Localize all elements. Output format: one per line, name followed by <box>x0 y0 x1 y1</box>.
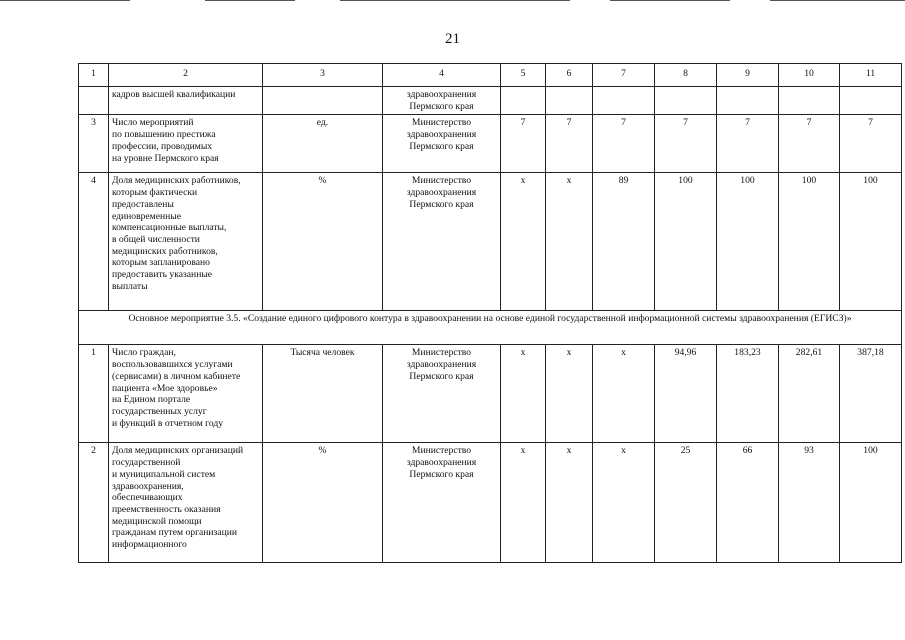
value-cell <box>501 87 546 115</box>
value-cell: 25 <box>655 443 717 563</box>
header-cell: 2 <box>109 64 263 87</box>
table-row <box>79 87 902 115</box>
responsible-cell: Министерство здравоохранения Пермского края <box>383 345 501 443</box>
header-cell: 4 <box>383 64 501 87</box>
value-cell <box>779 87 840 115</box>
value-cell: 7 <box>717 115 779 173</box>
value-cell: 89 <box>593 173 655 311</box>
value-cell: x <box>501 173 546 311</box>
table-header-row <box>79 64 902 87</box>
header-cell: 8 <box>655 64 717 87</box>
value-cell: 93 <box>779 443 840 563</box>
top-edge-line <box>0 0 130 1</box>
unit-cell: Тысяча человек <box>263 345 383 443</box>
value-cell: 7 <box>593 115 655 173</box>
value-cell: 387,18 <box>840 345 902 443</box>
value-cell: 66 <box>717 443 779 563</box>
value-cell: 100 <box>655 173 717 311</box>
indicator-name-cell: кадров высшей квалификации <box>109 87 263 115</box>
responsible-cell: здравоохранения Пермского края <box>383 87 501 115</box>
value-cell: x <box>546 443 593 563</box>
value-cell: 94,96 <box>655 345 717 443</box>
header-cell: 3 <box>263 64 383 87</box>
table-row <box>79 345 902 443</box>
value-cell <box>840 87 902 115</box>
value-cell: 7 <box>501 115 546 173</box>
header-cell: 9 <box>717 64 779 87</box>
value-cell: 7 <box>546 115 593 173</box>
indicator-name-cell: Число граждан, воспользовавшихся услугами (сервисами) в личном кабинете пациента «Мое здоровье» на Едином портале государственных услуг и функций в отчетном году <box>109 345 263 443</box>
value-cell: 100 <box>840 443 902 563</box>
responsible-cell: Министерство здравоохранения Пермского края <box>383 173 501 311</box>
value-cell: x <box>593 345 655 443</box>
header-cell: 11 <box>840 64 902 87</box>
responsible-cell: Министерство здравоохранения Пермского края <box>383 115 501 173</box>
value-cell: 7 <box>655 115 717 173</box>
table-row <box>79 443 902 563</box>
row-number-cell: 3 <box>79 115 109 173</box>
responsible-cell: Министерство здравоохранения Пермского края <box>383 443 501 563</box>
row-number-cell: 2 <box>79 443 109 563</box>
value-cell: 282,61 <box>779 345 840 443</box>
value-cell <box>546 87 593 115</box>
indicator-name-cell: Доля медицинских работников, которым фактически предоставлены единовременные компенсационные выплаты, в общей численности медицинских работников, которым запланировано предоставить указанные выплаты <box>109 173 263 311</box>
value-cell: x <box>546 345 593 443</box>
top-edge-line <box>205 0 295 1</box>
value-cell: 183,23 <box>717 345 779 443</box>
indicators-table <box>78 63 902 563</box>
value-cell: x <box>593 443 655 563</box>
top-edge-line <box>770 0 905 1</box>
table-row <box>79 173 902 311</box>
indicator-name-cell: Доля медицинских организаций государственной и муниципальной систем здравоохранения, обеспечивающих преемственность оказания медицинской помощи гражданам путем организации информационного <box>109 443 263 563</box>
header-cell: 7 <box>593 64 655 87</box>
unit-cell: ед. <box>263 115 383 173</box>
value-cell: x <box>501 345 546 443</box>
value-cell: 7 <box>779 115 840 173</box>
value-cell: 7 <box>840 115 902 173</box>
header-cell: 5 <box>501 64 546 87</box>
value-cell: 100 <box>717 173 779 311</box>
value-cell: x <box>546 173 593 311</box>
header-cell: 6 <box>546 64 593 87</box>
page-number: 21 <box>445 31 460 47</box>
row-number-cell: 1 <box>79 345 109 443</box>
value-cell: 100 <box>779 173 840 311</box>
header-cell: 1 <box>79 64 109 87</box>
top-edge-line <box>610 0 730 1</box>
row-number-cell: 4 <box>79 173 109 311</box>
table-row <box>79 115 902 173</box>
unit-cell: % <box>263 173 383 311</box>
unit-cell <box>263 87 383 115</box>
unit-cell: % <box>263 443 383 563</box>
row-number-cell <box>79 87 109 115</box>
value-cell <box>655 87 717 115</box>
value-cell: 100 <box>840 173 902 311</box>
value-cell: x <box>501 443 546 563</box>
header-cell: 10 <box>779 64 840 87</box>
section-row <box>79 311 902 345</box>
indicator-name-cell: Число мероприятий по повышению престижа профессии, проводимых на уровне Пермского края <box>109 115 263 173</box>
top-edge-line <box>340 0 570 1</box>
value-cell <box>717 87 779 115</box>
value-cell <box>593 87 655 115</box>
section-title: Основное мероприятие 3.5. «Создание единого цифрового контура в здравоохранении на основе единой государственной информационной системы здравоохранения (ЕГИСЗ)» <box>79 311 902 345</box>
